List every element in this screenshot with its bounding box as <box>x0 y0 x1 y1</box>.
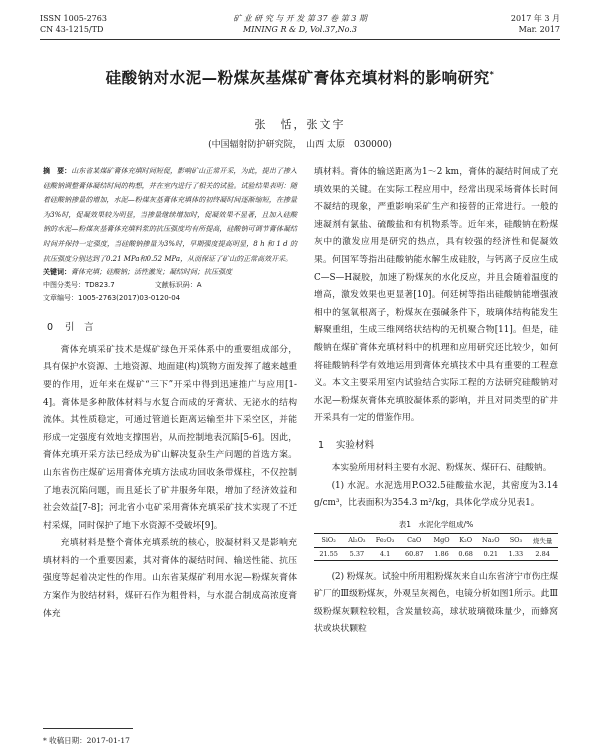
table-cell: 21.55 <box>319 549 338 558</box>
table-cell: 5.37 <box>349 549 365 558</box>
left-column <box>43 164 297 623</box>
header-journal-block <box>40 13 560 35</box>
table-cell: 2.84 <box>535 549 550 558</box>
table-header-cell: SiO₂ <box>321 536 336 545</box>
table-cell: 1.86 <box>434 549 449 558</box>
cement-composition-table <box>314 533 558 561</box>
header-rule <box>40 39 560 40</box>
keywords <box>43 266 297 279</box>
table-caption: 表1 水泥化学组成/% <box>398 519 474 529</box>
date-cn: 2017 年 3 月 <box>510 14 560 23</box>
abstract-label: 摘 要： <box>43 167 72 175</box>
footnote-rule <box>43 728 133 729</box>
header-date-block <box>511 13 560 35</box>
table-row <box>314 547 558 560</box>
keywords-label: 关键词： <box>43 268 71 277</box>
running-header <box>40 10 560 42</box>
paragraph: 本实验所用材料主要有水泥、粉煤灰、煤矸石、硅酸钠。 <box>331 462 552 473</box>
section-heading-intro <box>47 319 297 333</box>
paragraph: 充填材料是整个膏体充填系统的核心，胶凝材料又是影响充填材料的一个重要因素，其对膏体的凝结时间、输送性能、抗压强度等起着决定性的作用。山东省某煤矿利用水泥—粉煤灰膏体方案作为胶结材料，煤矸石作为粗骨料，与水混合制成高浓度膏体充 <box>43 538 297 619</box>
paper-title <box>20 66 580 88</box>
paragraph: (2) 粉煤灰。试验中所用粗粉煤灰来自山东省济宁市伤庄煤矿厂的Ⅲ级粉煤灰，外观呈灰褐色，电镜分析如图1所示。此Ⅲ级粉煤灰颗粒较粗，含炭量较高，球状玻璃微珠量少，而蜂窝状或块状颗粒 <box>314 571 558 635</box>
table-header-cell: Al₂O₃ <box>348 536 366 545</box>
table-cell: 1.33 <box>508 549 524 558</box>
paragraph: (1) 水泥。水泥选用P.O32.5硅酸盐水泥，其密度为3.14 g/cm³，比表面积为354.3 m²/kg，具体化学成分见表1。 <box>314 480 558 509</box>
article-number: 文章编号：1005-2763(2017)03-0120-04 <box>43 293 181 302</box>
section-number: 0 <box>47 321 54 333</box>
table-header-cell: K₂O <box>459 536 473 545</box>
journal-name-cn: 矿 业 研 究 与 开 发 第 37 卷 第 3 期 <box>233 14 367 23</box>
footnote <box>43 728 293 746</box>
authors: 张 恬，张文宇 <box>254 118 346 131</box>
table-cell: 0.68 <box>458 549 473 558</box>
table-cell: 0.21 <box>483 549 499 558</box>
classification-codes <box>43 279 297 292</box>
abstract-text: 山东省某煤矿膏体充填时间短促，影响矿山正常开采，为此，提出了掺入硅酸钠调整膏体凝结时间的构想，并在室内进行了相关的试验。试验结果表明：随着硅酸钠掺量的增加，水泥—粉煤灰基膏体充填体的初终凝时间逐渐缩短，在掺量为3%时，促凝效果较为明显，当掺量继续增加时，促凝效果不显著，且加入硅酸钠的水泥—粉煤灰基膏体充填料浆的抗压强度均有所提高，硅酸钠可调节膏体凝结时间并保持一定强度，当硅酸钠掺量为3%时，早期强度提高明显，8 h 和 1 d 的抗压强度分别达到了0.21 MPa和0.52 MPa，从而保证了矿山的正常高效开采。 <box>43 167 298 263</box>
table-header-cell: SO₃ <box>509 536 523 545</box>
paragraph: 膏体充填采矿技术是煤矿绿色开采体系中的重要组成部分，具有保护水资源、土地资源、地面建(构)筑物方面发挥了越来越重要的作用，近年来在煤矿“三下”开采中得到迅速推广与应用[1-4]。膏体是多种散体材料与水复合而成的牙膏状、无泌水的结构流体。其性质稳定，可通过管道长距离运输至井下采空区，并能形成一定强度有效地支撑围岩，从而控制地表沉陷[5-6]。因此，膏体充填开采方法已经成为矿山解决复杂生产问题的首选方案。山东省伤庄煤矿运用膏体充填方法成功回收条带煤柱，不仅控制了地表沉陷问题，而且延长了矿井服务年限，增加了经济效益和社会效益[7-8]；河北省小屯矿采用膏体充填采矿技术实现了不迁村采煤，同时保护了地下水资源不受破坏[9]。 <box>43 344 297 531</box>
paper-title-text: 硅酸钠对水泥—粉煤灰基煤矿膏体充填材料的影响研究 <box>105 69 490 87</box>
section-heading-materials <box>318 437 558 451</box>
table-header-cell: MgO <box>433 536 450 545</box>
title-footnote-mark: * <box>489 69 495 79</box>
affiliation: (中国辐射防护研究院， 山西 太原 030000) <box>208 140 392 150</box>
right-column <box>314 164 558 639</box>
abstract <box>43 164 297 266</box>
date-en: Mar. 2017 <box>518 25 560 34</box>
table-header-cell: Fe₂O₃ <box>375 536 395 545</box>
table-header-cell: Na₂O <box>482 536 500 545</box>
table-cell: 4.1 <box>379 549 391 558</box>
paragraph: 填材料。膏体的输送距离为1～2 km，膏体的凝结时间成了充填效果的关键。在实际工程应用中，经常出现采场膏体长时间不凝结的现象，严重影响采矿生产和接替的正常进行。一般的速凝剂有氯盐、硫酸盐和有机物系等。近年来，硅酸钠在粉煤灰中的激发应用是研究的热点，具有较强的经济性和促凝效果。何国军等指出硅酸钠能水解生成硅胶，与钙离子反应生成C—S—H凝胶，加速了粉煤灰的水化反应，并且会随着温度的增高，激发效果也更显著[10]。何廷树等指出硅酸钠能增强液相中的氢氧根离子，粉煤灰在强碱条件下，玻璃体结构能发生解聚重组，生成三维网络状结构的无机聚合物[11]。但是，硅酸钠在煤矿膏体充填材料中的机理和应用研究还比较少，如何将硅酸钠科学有效地运用到膏体充填技术中具有重要的工程意义。本文主要采用室内试验结合实际工程的方法研究硅酸钠对水泥—粉煤灰膏体充填胶凝体系的影响，并且对同类型的矿井开采具有一定的借鉴作用。 <box>314 167 558 424</box>
clc-number: 中图分类号：TD823.7 <box>43 280 115 289</box>
table-header-cell: CaO <box>407 536 422 545</box>
section-title: 引 言 <box>65 321 94 333</box>
received-date: * 收稿日期：2017-01-17 <box>43 736 130 745</box>
journal-name-en: MINING R & D, Vol.37,No.3 <box>243 25 357 34</box>
cn-number: CN 43-1215/TD <box>40 25 104 34</box>
table-cell: 60.87 <box>404 549 424 558</box>
keywords-text: 膏体充填；硅酸钠；活性激发；凝结时间；抗压强度 <box>71 268 232 277</box>
issn: ISSN 1005-2763 <box>40 14 107 23</box>
table-header-row <box>314 533 558 547</box>
document-code: 文献标识码：A <box>154 280 202 289</box>
table-header-cell: 烧失量 <box>532 536 553 545</box>
section-title: 实验材料 <box>336 439 375 451</box>
section-number: 1 <box>318 439 325 451</box>
